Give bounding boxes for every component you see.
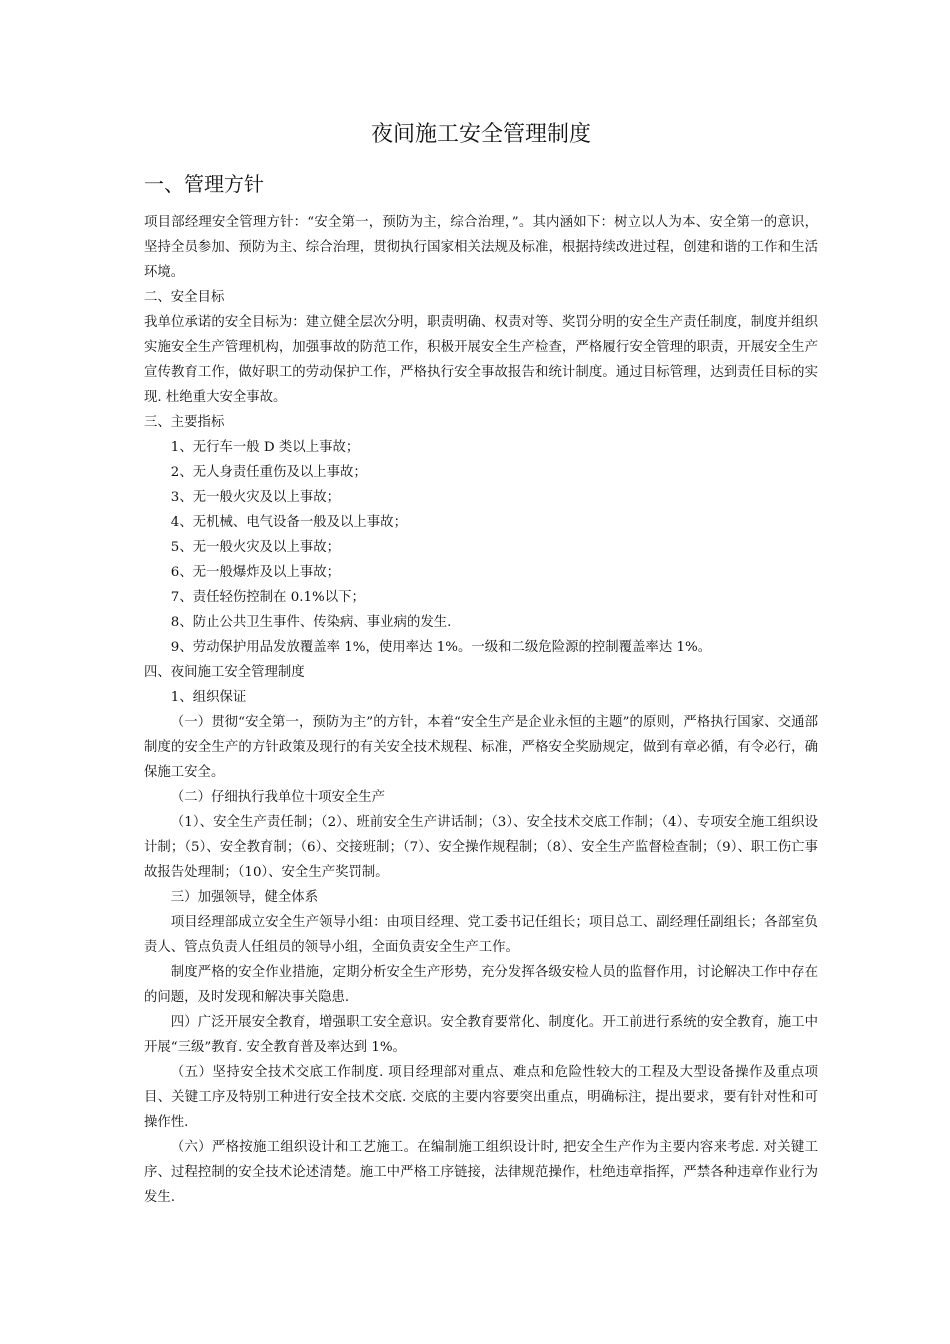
indicator-item: 2、无人身责任重伤及以上事故； xyxy=(170,465,367,480)
indicator-item: 8、防止公共卫生事件、传染病、事业病的发生. xyxy=(170,615,452,630)
indicator-item: 5、无一般火灾及以上事故； xyxy=(170,540,341,555)
policy-paragraph: 项目部经理安全管理方针：“安全第一，预防为主，综合治理，”。其内涵如下：树立以人为本、安全第一的意识，坚持全员参加、预防为主、综合治理，贯彻执行国家相关法规及标准，根据持续改进过程，创建和谐的工作和生活环境。 xyxy=(144,215,818,280)
section-heading-goals: 二、安全目标 xyxy=(144,290,225,305)
clause-paragraph: （五）坚持安全技术交底工作制度. 项目经理部对重点、难点和危险性较大的工程及大型设备操作及重点项目、关键工序及特别工种进行安全技术交底. 交底的主要内容要突出重点，明确标注，提出要求，要有针对性和可操作性. xyxy=(144,1065,818,1130)
clause-list-paragraph: （1）、安全生产责任制；（2）、班前安全生产讲话制；（3）、安全技术交底工作制；（4）、专项安全施工组织设计制；（5）、安全教育制；（6）、交接班制；（7）、安全操作规程制；（8）、安全生产监督检查制；（9）、职工伤亡事故报告处理制；（10）、安全生产奖罚制。 xyxy=(144,815,818,880)
section-heading-policy: 一、管理方针 xyxy=(144,172,264,196)
indicator-item: 3、无一般火灾及以上事故； xyxy=(170,490,341,505)
indicator-item: 6、无一般爆炸及以上事故； xyxy=(170,565,341,580)
clause-paragraph: （六）严格按施工组织设计和工艺施工。在编制施工组织设计时, 把安全生产作为主要内容来考虑. 对关键工序、过程控制的安全技术论述清楚。施工中严格工序链接，法律规范操作，杜绝违章指挥，严禁各种违章作业行为发生. xyxy=(144,1140,818,1205)
clause-paragraph: 制度严格的安全作业措施，定期分析安全生产形势，充分发挥各级安检人员的监督作用，讨论解决工作中存在的问题，及时发现和解决事关隐患. xyxy=(144,965,818,1005)
indicator-item: 9、劳动保护用品发放覆盖率 1%，使用率达 1%。一级和二级危险源的控制覆盖率达 1%。 xyxy=(170,640,712,655)
indicator-item: 4、无机械、电气设备一般及以上事故； xyxy=(170,515,407,530)
document-title: 夜间施工安全管理制度 xyxy=(370,122,591,147)
clause-paragraph: 三）加强领导，健全体系 xyxy=(170,890,319,905)
clause-paragraph: 项目经理部成立安全生产领导小组：由项目经理、党工委书记任组长；项目总工、副经理任副组长；各部室负责人、管点负责人任组员的领导小组，全面负责安全生产工作。 xyxy=(144,915,818,955)
clause-paragraph: 四）广泛开展安全教育，增强职工安全意识。安全教育要常化、制度化。开工前进行系统的安全教育，施工中开展“三级”教育. 安全教育普及率达到 1%。 xyxy=(144,1015,818,1055)
document-page xyxy=(144,118,818,1210)
section-heading-indicators: 三、主要指标 xyxy=(144,415,225,430)
goals-paragraph: 我单位承诺的安全目标为：建立健全层次分明，职责明确、权责对等、奖罚分明的安全生产责任制度，制度并组织实施安全生产管理机构，加强事故的防范工作，积极开展安全生产检查，严格履行安全管理的职责，开展安全生产宣传教育工作，做好职工的劳动保护工作，严格执行安全事故报告和统计制度。通过目标管理，达到责任目标的实现. 杜绝重大安全事故。 xyxy=(144,315,818,405)
subsection-heading-organization: 1、组织保证 xyxy=(170,690,247,705)
section-heading-night-safety: 四、夜间施工安全管理制度 xyxy=(144,665,305,680)
clause-paragraph: （一）贯彻“安全第一，预防为主”的方针，本着“安全生产是企业永恒的主题”的原则，严格执行国家、交通部制度的安全生产的方针政策及现行的有关安全技术规程、标准，严格安全奖励规定，做到有章必循，有令必行，确保施工安全。 xyxy=(144,715,818,780)
indicator-item: 7、责任轻伤控制在 0.1%以下； xyxy=(170,590,365,605)
clause-paragraph: （二）仔细执行我单位十项安全生产 xyxy=(170,790,386,805)
indicator-item: 1、无行车一般 D 类以上事故； xyxy=(170,440,360,455)
